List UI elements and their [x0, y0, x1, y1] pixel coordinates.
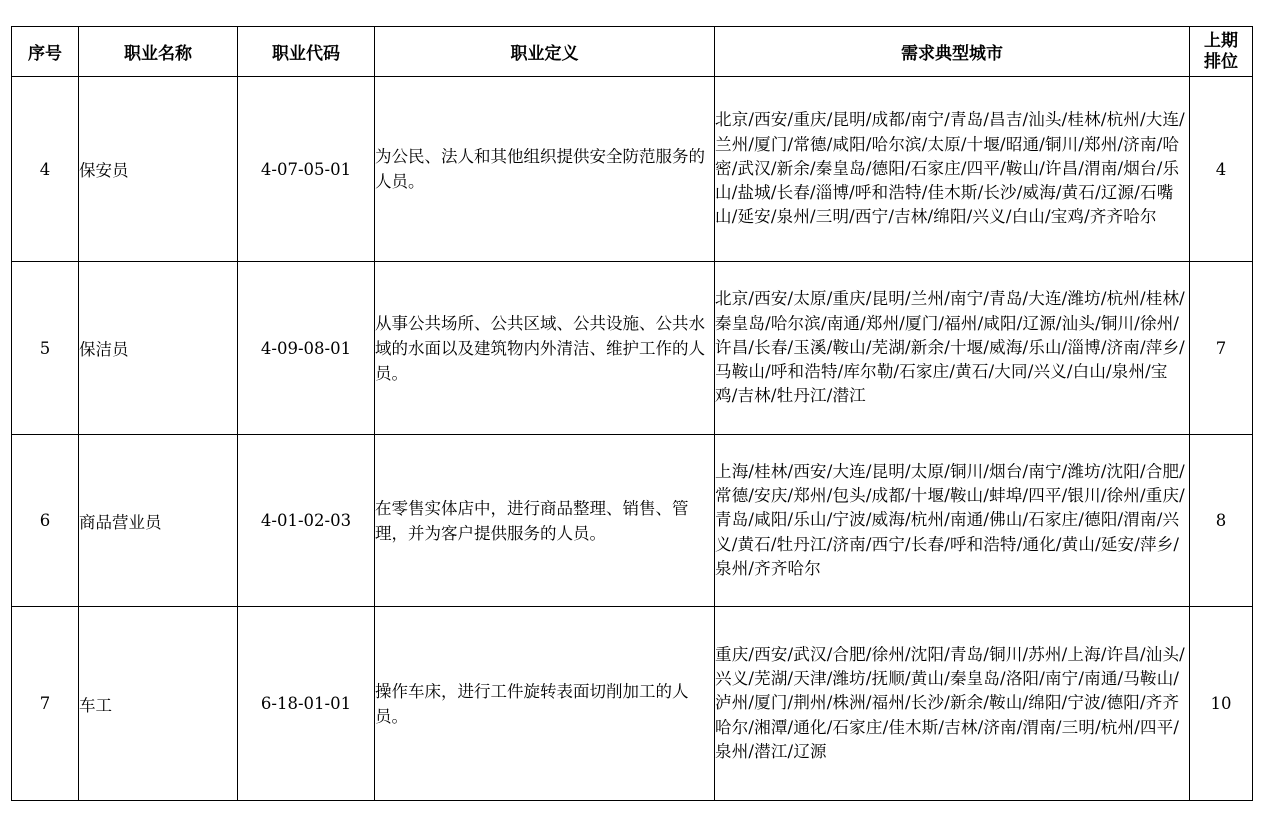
- header-name: 职业名称: [79, 27, 238, 77]
- cell-prev-rank: 8: [1190, 435, 1253, 607]
- cell-name: 保安员: [79, 77, 238, 262]
- table-row: [12, 435, 1253, 607]
- cell-definition: 为公民、法人和其他组织提供安全防范服务的人员。: [375, 77, 715, 262]
- cell-name: 商品营业员: [79, 435, 238, 607]
- cell-definition: 从事公共场所、公共区域、公共设施、公共水域的水面以及建筑物内外清洁、维护工作的人员。: [375, 262, 715, 435]
- cell-seq: 6: [12, 435, 79, 607]
- header-code: 职业代码: [238, 27, 375, 77]
- cell-cities: 北京/西安/太原/重庆/昆明/兰州/南宁/青岛/大连/潍坊/杭州/桂林/秦皇岛/哈尔滨/南通/郑州/厦门/福州/咸阳/辽源/汕头/铜川/徐州/许昌/长春/玉溪/鞍山/芜湖/新余/十堰/威海/乐山/淄博/济南/萍乡/马鞍山/呼和浩特/库尔勒/石家庄/黄石/大同/兴义/白山/泉州/宝鸡/吉林/牡丹江/潜江: [715, 262, 1190, 435]
- header-definition: 职业定义: [375, 27, 715, 77]
- cell-code: 4-09-08-01: [238, 262, 375, 435]
- cell-prev-rank: 10: [1190, 607, 1253, 801]
- cell-code: 4-07-05-01: [238, 77, 375, 262]
- cell-seq: 5: [12, 262, 79, 435]
- cell-definition: 操作车床，进行工件旋转表面切削加工的人员。: [375, 607, 715, 801]
- cell-name: 车工: [79, 607, 238, 801]
- table-header-row: [12, 27, 1253, 77]
- occupation-table: [11, 26, 1253, 801]
- header-prev-rank: [1190, 27, 1253, 77]
- cell-prev-rank: 7: [1190, 262, 1253, 435]
- cell-seq: 7: [12, 607, 79, 801]
- cell-code: 6-18-01-01: [238, 607, 375, 801]
- cell-code: 4-01-02-03: [238, 435, 375, 607]
- cell-cities: 北京/西安/重庆/昆明/成都/南宁/青岛/昌吉/汕头/桂林/杭州/大连/兰州/厦门/常德/咸阳/哈尔滨/太原/十堰/昭通/铜川/郑州/济南/哈密/武汉/新余/秦皇岛/德阳/石家庄/四平/鞍山/许昌/渭南/烟台/乐山/盐城/长春/淄博/呼和浩特/佳木斯/长沙/威海/黄石/辽源/石嘴山/延安/泉州/三明/西宁/吉林/绵阳/兴义/白山/宝鸡/齐齐哈尔: [715, 77, 1190, 262]
- table-row: [12, 262, 1253, 435]
- cell-prev-rank: 4: [1190, 77, 1253, 262]
- header-prev-rank-line2: 排位: [1204, 51, 1238, 72]
- header-cities: 需求典型城市: [715, 27, 1190, 77]
- cell-definition: 在零售实体店中，进行商品整理、销售、管理，并为客户提供服务的人员。: [375, 435, 715, 607]
- header-prev-rank-line1: 上期: [1204, 30, 1238, 51]
- table-row: [12, 607, 1253, 801]
- table-row: [12, 77, 1253, 262]
- cell-seq: 4: [12, 77, 79, 262]
- cell-cities: 上海/桂林/西安/大连/昆明/太原/铜川/烟台/南宁/潍坊/沈阳/合肥/常德/安庆/郑州/包头/成都/十堰/鞍山/蚌埠/四平/银川/徐州/重庆/青岛/咸阳/乐山/宁波/威海/杭州/南通/佛山/石家庄/德阳/渭南/兴义/黄石/牡丹江/济南/西宁/长春/呼和浩特/通化/黄山/延安/萍乡/泉州/齐齐哈尔: [715, 435, 1190, 607]
- header-seq: 序号: [12, 27, 79, 77]
- cell-cities: 重庆/西安/武汉/合肥/徐州/沈阳/青岛/铜川/苏州/上海/许昌/汕头/兴义/芜湖/天津/潍坊/抚顺/黄山/秦皇岛/洛阳/南宁/南通/马鞍山/泸州/厦门/荆州/株洲/福州/长沙/新余/鞍山/绵阳/宁波/德阳/齐齐哈尔/湘潭/通化/石家庄/佳木斯/吉林/济南/渭南/三明/杭州/四平/泉州/潜江/辽源: [715, 607, 1190, 801]
- cell-name: 保洁员: [79, 262, 238, 435]
